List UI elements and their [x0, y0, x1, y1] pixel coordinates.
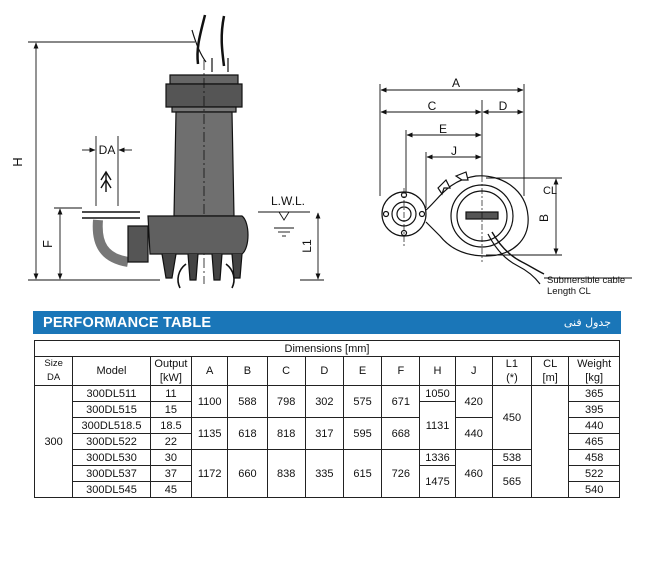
cell-output: 22 [150, 434, 191, 450]
cell-weight: 458 [569, 450, 620, 466]
header-e: E [343, 357, 381, 386]
cell-d: 302 [305, 386, 343, 418]
cable-note-line1: Submersible cable [547, 275, 626, 286]
dim-label-h: H [10, 157, 25, 167]
header-weight: Weight [kg] [569, 357, 620, 386]
cell-model: 300DL522 [73, 434, 151, 450]
cell-e: 595 [343, 418, 381, 450]
cell-b: 588 [228, 386, 267, 418]
cell-l1: 538 [492, 450, 531, 466]
cell-h: 1050 [420, 386, 455, 402]
cell-a: 1135 [192, 418, 228, 450]
header-a: A [192, 357, 228, 386]
cell-c: 818 [267, 418, 305, 450]
cell-a: 1100 [192, 386, 228, 418]
cell-weight: 540 [569, 482, 620, 498]
dim-label-d: D [498, 99, 508, 113]
cable-note-line2: Length CL [547, 286, 591, 297]
cell-weight: 522 [569, 466, 620, 482]
cell-model: 300DL515 [73, 402, 151, 418]
cell-d: 335 [305, 450, 343, 498]
cell-model: 300DL518.5 [73, 418, 151, 434]
header-c: C [267, 357, 305, 386]
cell-weight: 395 [569, 402, 620, 418]
dim-label-da: DA [98, 143, 116, 157]
cell-a: 1172 [192, 450, 228, 498]
cell-j: 440 [455, 418, 492, 450]
cell-output: 11 [150, 386, 191, 402]
cell-h: 1131 [420, 402, 455, 450]
dim-label-f: F [40, 240, 55, 248]
cell-d: 317 [305, 418, 343, 450]
dim-label-a: A [451, 76, 461, 90]
cell-size: 300 [35, 386, 73, 498]
header-d: D [305, 357, 343, 386]
table-header-row [35, 357, 620, 386]
dimensions-caption: Dimensions [mm] [35, 341, 620, 357]
dim-label-j: J [451, 144, 457, 158]
cell-e: 615 [343, 450, 381, 498]
header-l1: L1 (*) [492, 357, 531, 386]
cell-output: 45 [150, 482, 191, 498]
performance-table-banner [33, 311, 621, 334]
cell-b: 618 [228, 418, 267, 450]
cell-e: 575 [343, 386, 381, 418]
cell-weight: 465 [569, 434, 620, 450]
header-f: F [382, 357, 420, 386]
performance-table [34, 340, 620, 498]
cell-b: 660 [228, 450, 267, 498]
cell-output: 30 [150, 450, 191, 466]
cell-f: 668 [382, 418, 420, 450]
header-model: Model [73, 357, 151, 386]
cell-f: 671 [382, 386, 420, 418]
cell-l1: 565 [492, 466, 531, 498]
cell-cl [532, 386, 569, 498]
cell-output: 37 [150, 466, 191, 482]
cell-j: 420 [455, 386, 492, 418]
header-j: J [455, 357, 492, 386]
cell-j: 460 [455, 450, 492, 498]
dim-label-b: B [537, 213, 551, 223]
cell-l1: 450 [492, 386, 531, 450]
table-row [35, 386, 620, 402]
cell-c: 838 [267, 450, 305, 498]
cell-weight: 365 [569, 386, 620, 402]
header-output: Output [kW] [150, 357, 191, 386]
cell-model: 300DL511 [73, 386, 151, 402]
cell-f: 726 [382, 450, 420, 498]
header-b: B [228, 357, 267, 386]
dim-label-lwl: L.W.L. [270, 194, 306, 208]
cell-c: 798 [267, 386, 305, 418]
cell-output: 18.5 [150, 418, 191, 434]
cell-model: 300DL530 [73, 450, 151, 466]
dim-label-cl: CL [542, 185, 558, 197]
header-size: Size DA [35, 357, 73, 386]
header-cl: CL [m] [532, 357, 569, 386]
banner-title: PERFORMANCE TABLE [43, 314, 212, 331]
header-h: H [420, 357, 455, 386]
cell-model: 300DL545 [73, 482, 151, 498]
cell-weight: 440 [569, 418, 620, 434]
banner-title-farsi: جدول فنی [563, 316, 611, 329]
dim-label-e: E [438, 122, 448, 136]
cell-h: 1475 [420, 466, 455, 498]
dim-label-c: C [427, 99, 437, 113]
cell-output: 15 [150, 402, 191, 418]
dim-label-l1: L1 [300, 239, 314, 253]
cell-model: 300DL537 [73, 466, 151, 482]
cell-h: 1336 [420, 450, 455, 466]
